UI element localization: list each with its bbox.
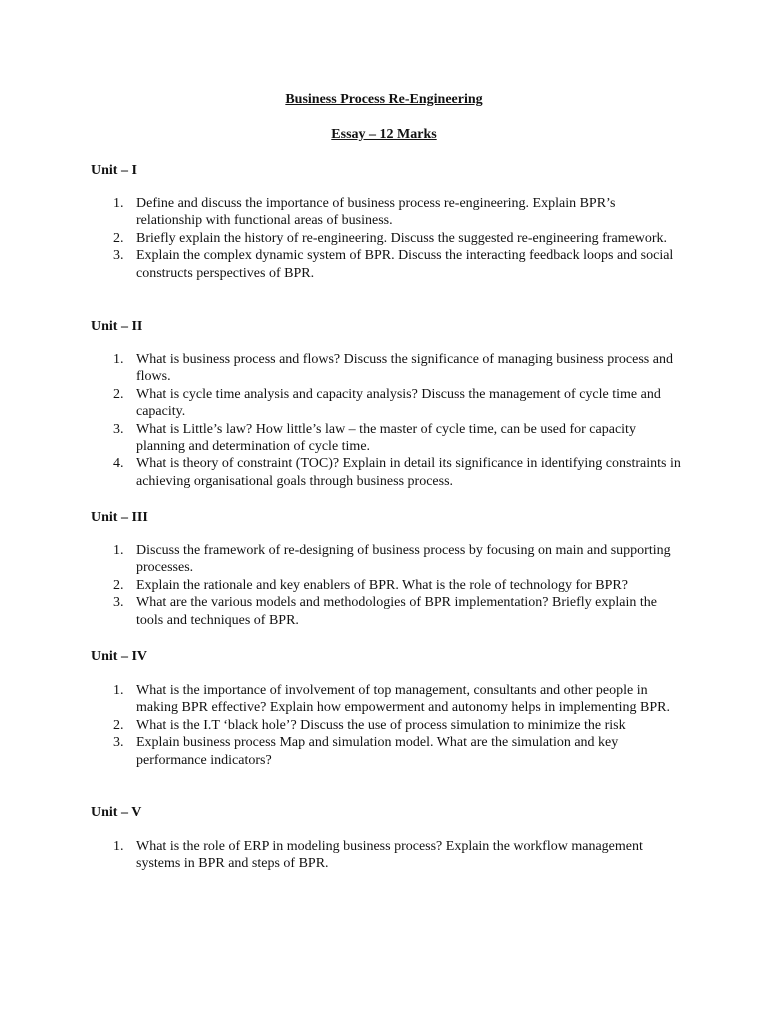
question-text: Explain the complex dynamic system of BPR. Discuss the interacting feedback loops and social constructs perspectives of BPR. xyxy=(136,248,674,281)
question-text: What is the importance of involvement of top management, consultants and other people in making BPR effective? Explain how empowerment and autonomy helps in implementing BPR. xyxy=(136,683,670,716)
list-item xyxy=(0,386,681,421)
question-number: 4. xyxy=(113,456,124,472)
list-item xyxy=(0,838,681,873)
question-text: What are the various models and methodologies of BPR implementation? Briefly explain the tools and techniques of BPR. xyxy=(136,595,657,628)
list-item xyxy=(0,421,681,456)
question-list-unit-5 xyxy=(0,838,768,873)
question-text: What is Little’s law? How little’s law – the master of cycle time, can be used for capacity planning and determination of cycle time. xyxy=(136,421,636,455)
list-item xyxy=(0,682,681,717)
question-text: Briefly explain the history of re-engineering. Discuss the suggested re-engineering framework. xyxy=(136,230,668,246)
list-item xyxy=(0,195,681,230)
question-number: 3. xyxy=(113,735,124,751)
question-number: 3. xyxy=(113,595,124,611)
question-list-unit-3 xyxy=(0,542,768,629)
question-text: Explain business process Map and simulation model. What are the simulation and key performance indicators? xyxy=(136,735,619,768)
question-number: 2. xyxy=(113,230,124,246)
list-item xyxy=(0,734,681,769)
question-number: 3. xyxy=(113,421,124,437)
question-list-unit-4 xyxy=(0,682,768,769)
unit-heading-4: Unit – IV xyxy=(91,649,148,664)
question-text: What is cycle time analysis and capacity analysis? Discuss the management of cycle time and capacity. xyxy=(136,386,661,420)
question-number: 1. xyxy=(113,196,124,211)
question-text: Discuss the framework of re-designing of business process by focusing on main and supporting processes. xyxy=(136,543,671,576)
question-text: Define and discuss the importance of business process re-engineering. Explain BPR’s relationship with functional areas of business. xyxy=(136,196,616,229)
question-text: What is business process and flows? Discuss the significance of managing business process and flows. xyxy=(136,352,673,385)
list-item xyxy=(0,542,681,577)
list-item xyxy=(0,247,681,282)
list-item xyxy=(0,351,681,386)
document-title: Business Process Re-Engineering xyxy=(285,92,483,107)
question-list-unit-2 xyxy=(0,351,768,490)
unit-heading-2: Unit – II xyxy=(91,319,143,334)
unit-heading-3: Unit – III xyxy=(91,510,148,525)
question-text: What is theory of constraint (TOC)? Explain in detail its significance in identifying constraints in achieving organisational goals through business process. xyxy=(136,456,681,489)
document-subtitle: Essay – 12 Marks xyxy=(331,127,437,142)
question-number: 1. xyxy=(113,839,124,854)
question-number: 1. xyxy=(113,352,124,367)
list-item xyxy=(0,717,681,734)
question-text: What is the role of ERP in modeling business process? Explain the workflow management systems in BPR and steps of BPR. xyxy=(136,839,643,872)
unit-heading-5: Unit – V xyxy=(91,805,142,820)
question-list-unit-1 xyxy=(0,195,768,282)
question-number: 2. xyxy=(113,577,124,593)
question-number: 1. xyxy=(113,543,124,558)
question-text: Explain the rationale and key enablers of BPR. What is the role of technology for BPR? xyxy=(136,577,628,593)
question-number: 2. xyxy=(113,717,124,733)
question-number: 1. xyxy=(113,683,124,698)
list-item xyxy=(0,577,681,594)
list-item xyxy=(0,594,681,629)
question-number: 2. xyxy=(113,386,124,402)
list-item xyxy=(0,230,681,247)
question-number: 3. xyxy=(113,248,124,264)
unit-heading-1: Unit – I xyxy=(91,163,137,178)
question-text: What is the I.T ‘black hole’? Discuss the use of process simulation to minimize the risk xyxy=(136,717,626,733)
list-item xyxy=(0,455,681,490)
